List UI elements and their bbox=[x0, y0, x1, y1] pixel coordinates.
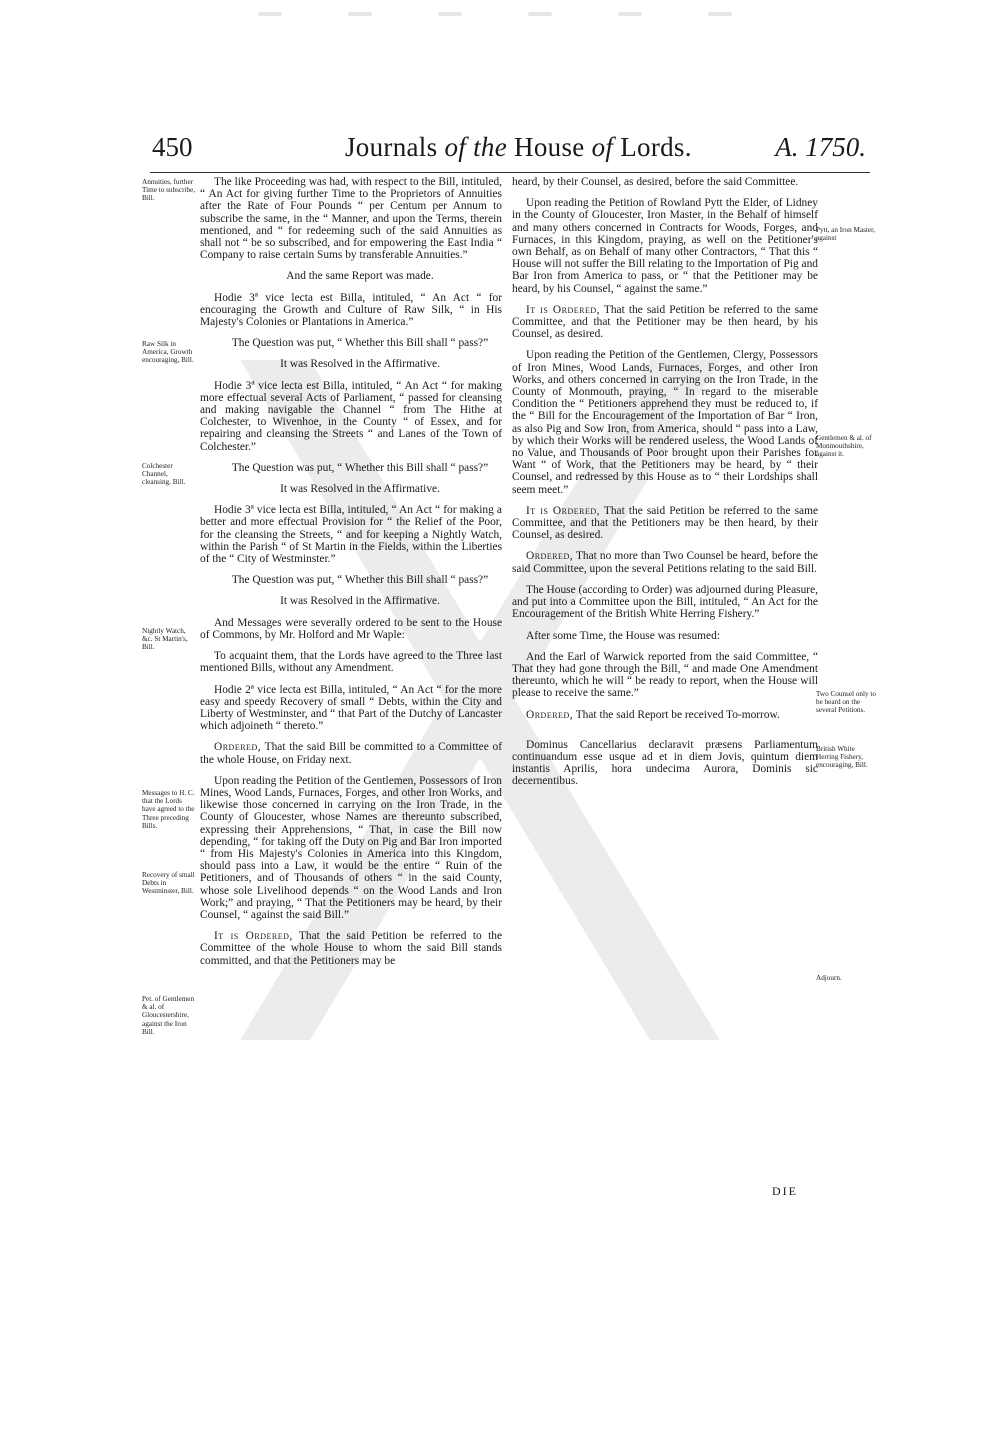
paragraph: Hodie 2ª vice lecta est Billa, intituled, “ An Act “ for the more easy and speedy Recovery of small “ Debts, within the City and Liberty of Westminster, and “ that Part of the Dutchy of Lancaster which adjoineth “ thereto.” bbox=[200, 683, 502, 733]
right-column bbox=[512, 176, 818, 797]
margin-note-monmouth: Gentlemen & al. of Monmouthshire, against it. bbox=[816, 434, 872, 459]
paragraph: The House (according to Order) was adjourned during Pleasure, and put into a Committee upon the Bill, intituled, “ An Act for the Encouragement of the British White Herring Fishery.” bbox=[512, 583, 818, 621]
paragraph: It was Resolved in the Affirmative. bbox=[280, 483, 440, 496]
margin-note-raw-silk: Raw Silk in America, Growth encouraging, Bill. bbox=[142, 340, 194, 365]
paragraph: Ordered, That the said Report be received To-morrow. bbox=[526, 708, 780, 721]
paragraph: And the Earl of Warwick reported from the said Committee, “ That they had gone through the Bill, “ and made One Amendment thereunto, which he will “ be ready to report, when the House will please to receive the same.” bbox=[512, 650, 818, 700]
paragraph: Dominus Cancellarius declaravit præsens Parliamentum continuandum esse usque ad et in diem Jovis, quintum diem instantis Aprilis, hora undecima Aurora, Dominis sic decernentibus. bbox=[512, 738, 818, 788]
paragraph: Upon reading the Petition of the Gentlemen, Possessors of Iron Mines, Wood Lands, Furnaces, Forges, and other Iron Works, and likewise those concerned in carrying on the Iron Trade, in the County of Gloucester, whose Names are thereunto subscribed, expressing their Apprehensions, “ That, in case the Bill now depending, “ for taking off the Duty on Pig and Bar Iron imported “ from His Majesty's Colonies in America into this Kingdom, should pass into a Law, it would be the entire “ Ruin of the Petitioners, and of Thousands of others “ in the said County, whose sole Livelihood depends “ on the Wood Lands and Iron Work;” and praying, “ That the Petitioners may be heard, by their Counsel, “ against the said Bill.” bbox=[200, 774, 502, 921]
margin-note-adjourn: Adjourn. bbox=[816, 974, 842, 982]
paragraph: Hodie 3ª vice lecta est Billa, intituled, “ An Act “ for making more effectual several Acts of Parliament, “ passed for cleansing and making navigable the Channel “ from The Hithe at Colchester, to Wivenhoe, in the County “ of Essex, and for repairing and cleansing the Streets “ and Lanes of the Town of Colchester.” bbox=[200, 379, 502, 453]
punch-hole bbox=[438, 12, 462, 16]
margin-note-annuities: Annuities, further Time to subscribe, Bill. bbox=[142, 178, 196, 203]
journal-title: Journals of the House of Lords. bbox=[345, 132, 692, 162]
catchword: DIE bbox=[772, 1184, 798, 1198]
page-number: 450 bbox=[152, 132, 193, 162]
paragraph: The like Proceeding was had, with respect to the Bill, intituled, “ An Act for giving further Time to the Proprietors of Annuities after the Rate of Four Pounds “ per Centum per Annum to subscribe the same, in the “ Manner, and upon the Terms, therein mentioned, and “ for redeeming such of the said Annuities as shall not “ be so subscribed, and for empowering the East India “ Company to raise certain Sums by transferable Annuities.” bbox=[200, 176, 502, 262]
paragraph: It is Ordered, That the said Petition be referred to the Committee of the whole House to whom the said Bill stands committed, and that the Petitioners may be bbox=[200, 930, 503, 967]
paragraph: It is Ordered, That the said Petition be referred to the same Committee, and that the Petitioners may be then heard, by their Counsel, as desired. bbox=[512, 504, 819, 542]
margin-note-recovery: Recovery of small Debts in Westminster, Bill. bbox=[142, 871, 195, 896]
paragraph: Hodie 3ª vice lecta est Billa, intituled, “ An Act “ for encouraging the Growth and Culture of Raw Silk, “ in His Majesty's Colonies or Plantations in America.” bbox=[200, 291, 502, 329]
margin-note-petition-gloucester: Pet. of Gentlemen & al. of Gloucestershire, against the Iron Bill. bbox=[142, 995, 195, 1036]
paragraph: Upon reading the Petition of Rowland Pytt the Elder, of Lidney in the County of Gloucester, Iron Master, in the Behalf of himself and many others concerned in Contracts for Woods, Forges, and Furnaces, in this Kingdom, praying, as well on the Petitioner's own Behalf, as on Behalf of many other Contractors, “ That this “ House will not suffer the Bill relating to the Importation of Pig and Bar Iron from America to pass, or “ that the Petitioner may be heard, by his Counsel, “ against the same.” bbox=[512, 197, 818, 295]
paragraph: After some Time, the House was resumed: bbox=[526, 629, 720, 642]
margin-note-herring: British White Herring Fishery, encouraging, Bill. bbox=[816, 745, 868, 770]
punch-hole bbox=[708, 12, 732, 16]
paragraph: Upon reading the Petition of the Gentlemen, Clergy, Possessors of Iron Mines, Wood Lands, Furnaces, Forges, and other Iron Works, and others concerned in carrying on the Iron Trade, in the County of Monmouth, praying, “ In regard to the miserable Condition the “ Petitioners apprehend they must be reduced to, if the “ Bill for the Encouragement of the Importation of Bar “ Iron, as also Pig and Sow Iron, from America, should “ pass into a Law, by which their Works will be rendered useless, the Wood Lands of no Value, and Thousands of Poor brought upon their Parishes for Want “ of Work, that the Petitioners may be heard, by “ their Counsel, and redressed by this House as to “ their Lordships shall seem meet.” bbox=[512, 349, 818, 496]
margin-note-pytt: Pytt, an Iron Master, against bbox=[816, 226, 875, 243]
punch-hole bbox=[258, 12, 282, 16]
paragraph: And the same Report was made. bbox=[286, 270, 434, 283]
page-header bbox=[150, 132, 870, 173]
paragraph: The Question was put, “ Whether this Bill shall “ pass?” bbox=[231, 461, 489, 474]
paragraph: Ordered, That the said Bill be committed to a Committee of the whole House, on Friday next. bbox=[200, 741, 502, 766]
margin-note-colchester: Colchester Channel, cleansing, Bill. bbox=[142, 462, 186, 487]
paragraph: And Messages were severally ordered to be sent to the House of Commons, by Mr. Holford and Mr Waple: bbox=[200, 616, 502, 641]
paragraph: The Question was put, “ Whether this Bill shall “ pass?” bbox=[231, 337, 489, 350]
paragraph: It was Resolved in the Affirmative. bbox=[280, 595, 440, 608]
punch-hole bbox=[618, 12, 642, 16]
punch-hole bbox=[528, 12, 552, 16]
paragraph: To acquaint them, that the Lords have agreed to the Three last mentioned Bills, without any Amendment. bbox=[200, 650, 502, 675]
margin-note-nightly-watch: Nightly Watch, &c. St Martin's, Bill. bbox=[142, 627, 188, 652]
paragraph: Hodie 3ª vice lecta est Billa, intituled, “ An Act “ for making a better and more effectual Provision for “ the Relief of the Poor, for the cleansing the Streets, “ and for keeping a Nightly Watch, within the Parish “ of St Martin in the Fields, within the Liberties of the “ City of Westminster.” bbox=[200, 504, 502, 566]
left-column bbox=[200, 176, 502, 976]
margin-note-two-counsel: Two Counsel only to be heard on the several Petitions. bbox=[816, 690, 876, 715]
paragraph: heard, by their Counsel, as desired, before the said Committee. bbox=[512, 176, 799, 188]
margin-note-messages: Messages to H. C. that the Lords have agreed to the Three preceding Bills. bbox=[142, 789, 195, 830]
paragraph: The Question was put, “ Whether this Bill shall “ pass?” bbox=[231, 574, 489, 587]
paragraph: It is Ordered, That the said Petition be referred to the same Committee, and that the Petitioner may be then heard, by his Counsel, as desired. bbox=[512, 303, 819, 341]
punch-hole bbox=[348, 12, 372, 16]
paragraph: It was Resolved in the Affirmative. bbox=[280, 358, 440, 371]
paragraph: Ordered, That no more than Two Counsel be heard, before the said Committee, upon the several Petitions relating to the said Bill. bbox=[512, 550, 818, 575]
year: A. 1750. bbox=[775, 132, 866, 162]
